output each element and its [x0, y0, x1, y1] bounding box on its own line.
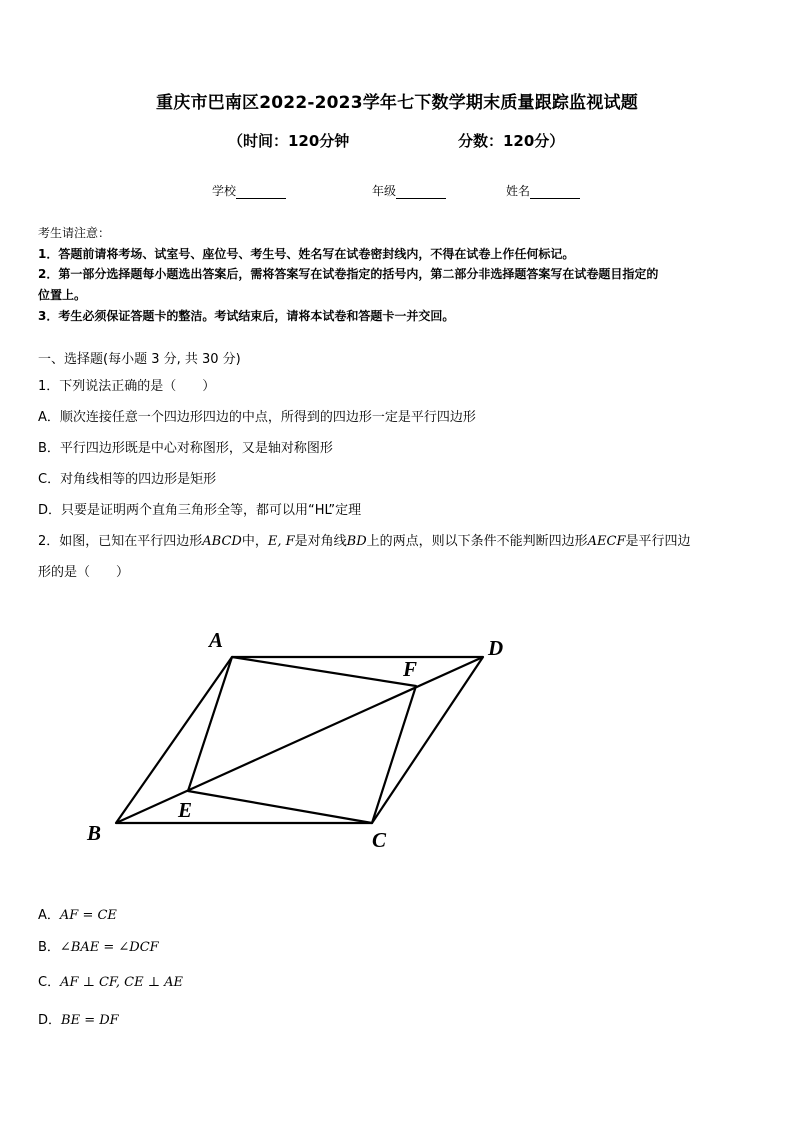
- option-label: A．: [38, 908, 60, 923]
- point-label-b: B: [87, 821, 102, 845]
- section-heading: 一、选择题(每小题 3 分, 共 30 分): [38, 352, 241, 367]
- point-label-f: F: [403, 657, 418, 681]
- grade-label: 年级: [372, 184, 397, 198]
- q2-math: AECF: [587, 534, 626, 549]
- option-expr: ∠BAE = ∠DCF: [59, 940, 159, 955]
- notice-item: 1．答题前请将考场、试室号、座位号、考生号、姓名写在试卷密封线内，不得在试卷上作任何标记。: [38, 247, 575, 261]
- q2-text: 是对角线: [294, 534, 347, 549]
- q1-option-c: C．对角线相等的四边形是矩形: [38, 472, 217, 487]
- notice-item: 2．第一部分选择题每小题选出答案后，需将答案写在试卷指定的括号内，第二部分非选择题答案写在试卷题目指定的: [38, 267, 659, 281]
- notice-item: 位置上。: [38, 288, 87, 302]
- q2-text: 是平行四边: [625, 534, 691, 549]
- notice-heading: 考生请注意：: [38, 226, 111, 240]
- point-label-a: A: [209, 628, 224, 652]
- option-label: B．: [38, 940, 60, 955]
- option-label: D．: [38, 1013, 62, 1028]
- point-label-d: D: [488, 636, 504, 660]
- q2-option-d: [38, 1009, 119, 1028]
- q2-math: BD: [346, 534, 367, 549]
- exam-score: 分数：120分）: [458, 132, 565, 150]
- q2-text: 2．如图，已知在平行四边形: [38, 534, 203, 549]
- name-label: 姓名: [506, 184, 531, 198]
- exam-time: （时间：120分钟: [228, 132, 350, 150]
- q2-text: 上的两点，则以下条件不能判断四边形: [366, 534, 588, 549]
- q1-stem: 1．下列说法正确的是（ ）: [38, 379, 216, 394]
- point-label-c: C: [372, 828, 387, 852]
- q2-option-a: [38, 904, 117, 923]
- option-expr: AF = CE: [59, 908, 117, 923]
- page-title: 重庆市巴南区2022-2023学年七下数学期末质量跟踪监视试题: [156, 93, 638, 113]
- q2-math: ABCD: [202, 534, 242, 549]
- q2-math: E, F: [267, 534, 295, 549]
- option-label: C．: [38, 975, 61, 990]
- q1-option-a: A．顺次连接任意一个四边形四边的中点，所得到的四边形一定是平行四边形: [38, 410, 476, 425]
- q1-option-b: B．平行四边形既是中心对称图形，又是轴对称图形: [38, 441, 333, 456]
- school-label: 学校: [212, 184, 237, 198]
- q2-stem-line2: 形的是（ ）: [38, 565, 130, 580]
- option-expr: BE = DF: [61, 1013, 119, 1028]
- q2-option-c: [38, 971, 183, 990]
- q1-option-d: D．只要是证明两个直角三角形全等，都可以用“HL”定理: [38, 503, 362, 518]
- option-expr: AF ⊥ CF, CE ⊥ AE: [60, 975, 183, 990]
- notice-item: 3．考生必须保证答题卡的整洁。考试结束后，请将本试卷和答题卡一并交回。: [38, 309, 455, 323]
- point-label-e: E: [178, 798, 193, 822]
- q2-text: 中，: [241, 534, 268, 549]
- q2-option-b: [38, 936, 159, 955]
